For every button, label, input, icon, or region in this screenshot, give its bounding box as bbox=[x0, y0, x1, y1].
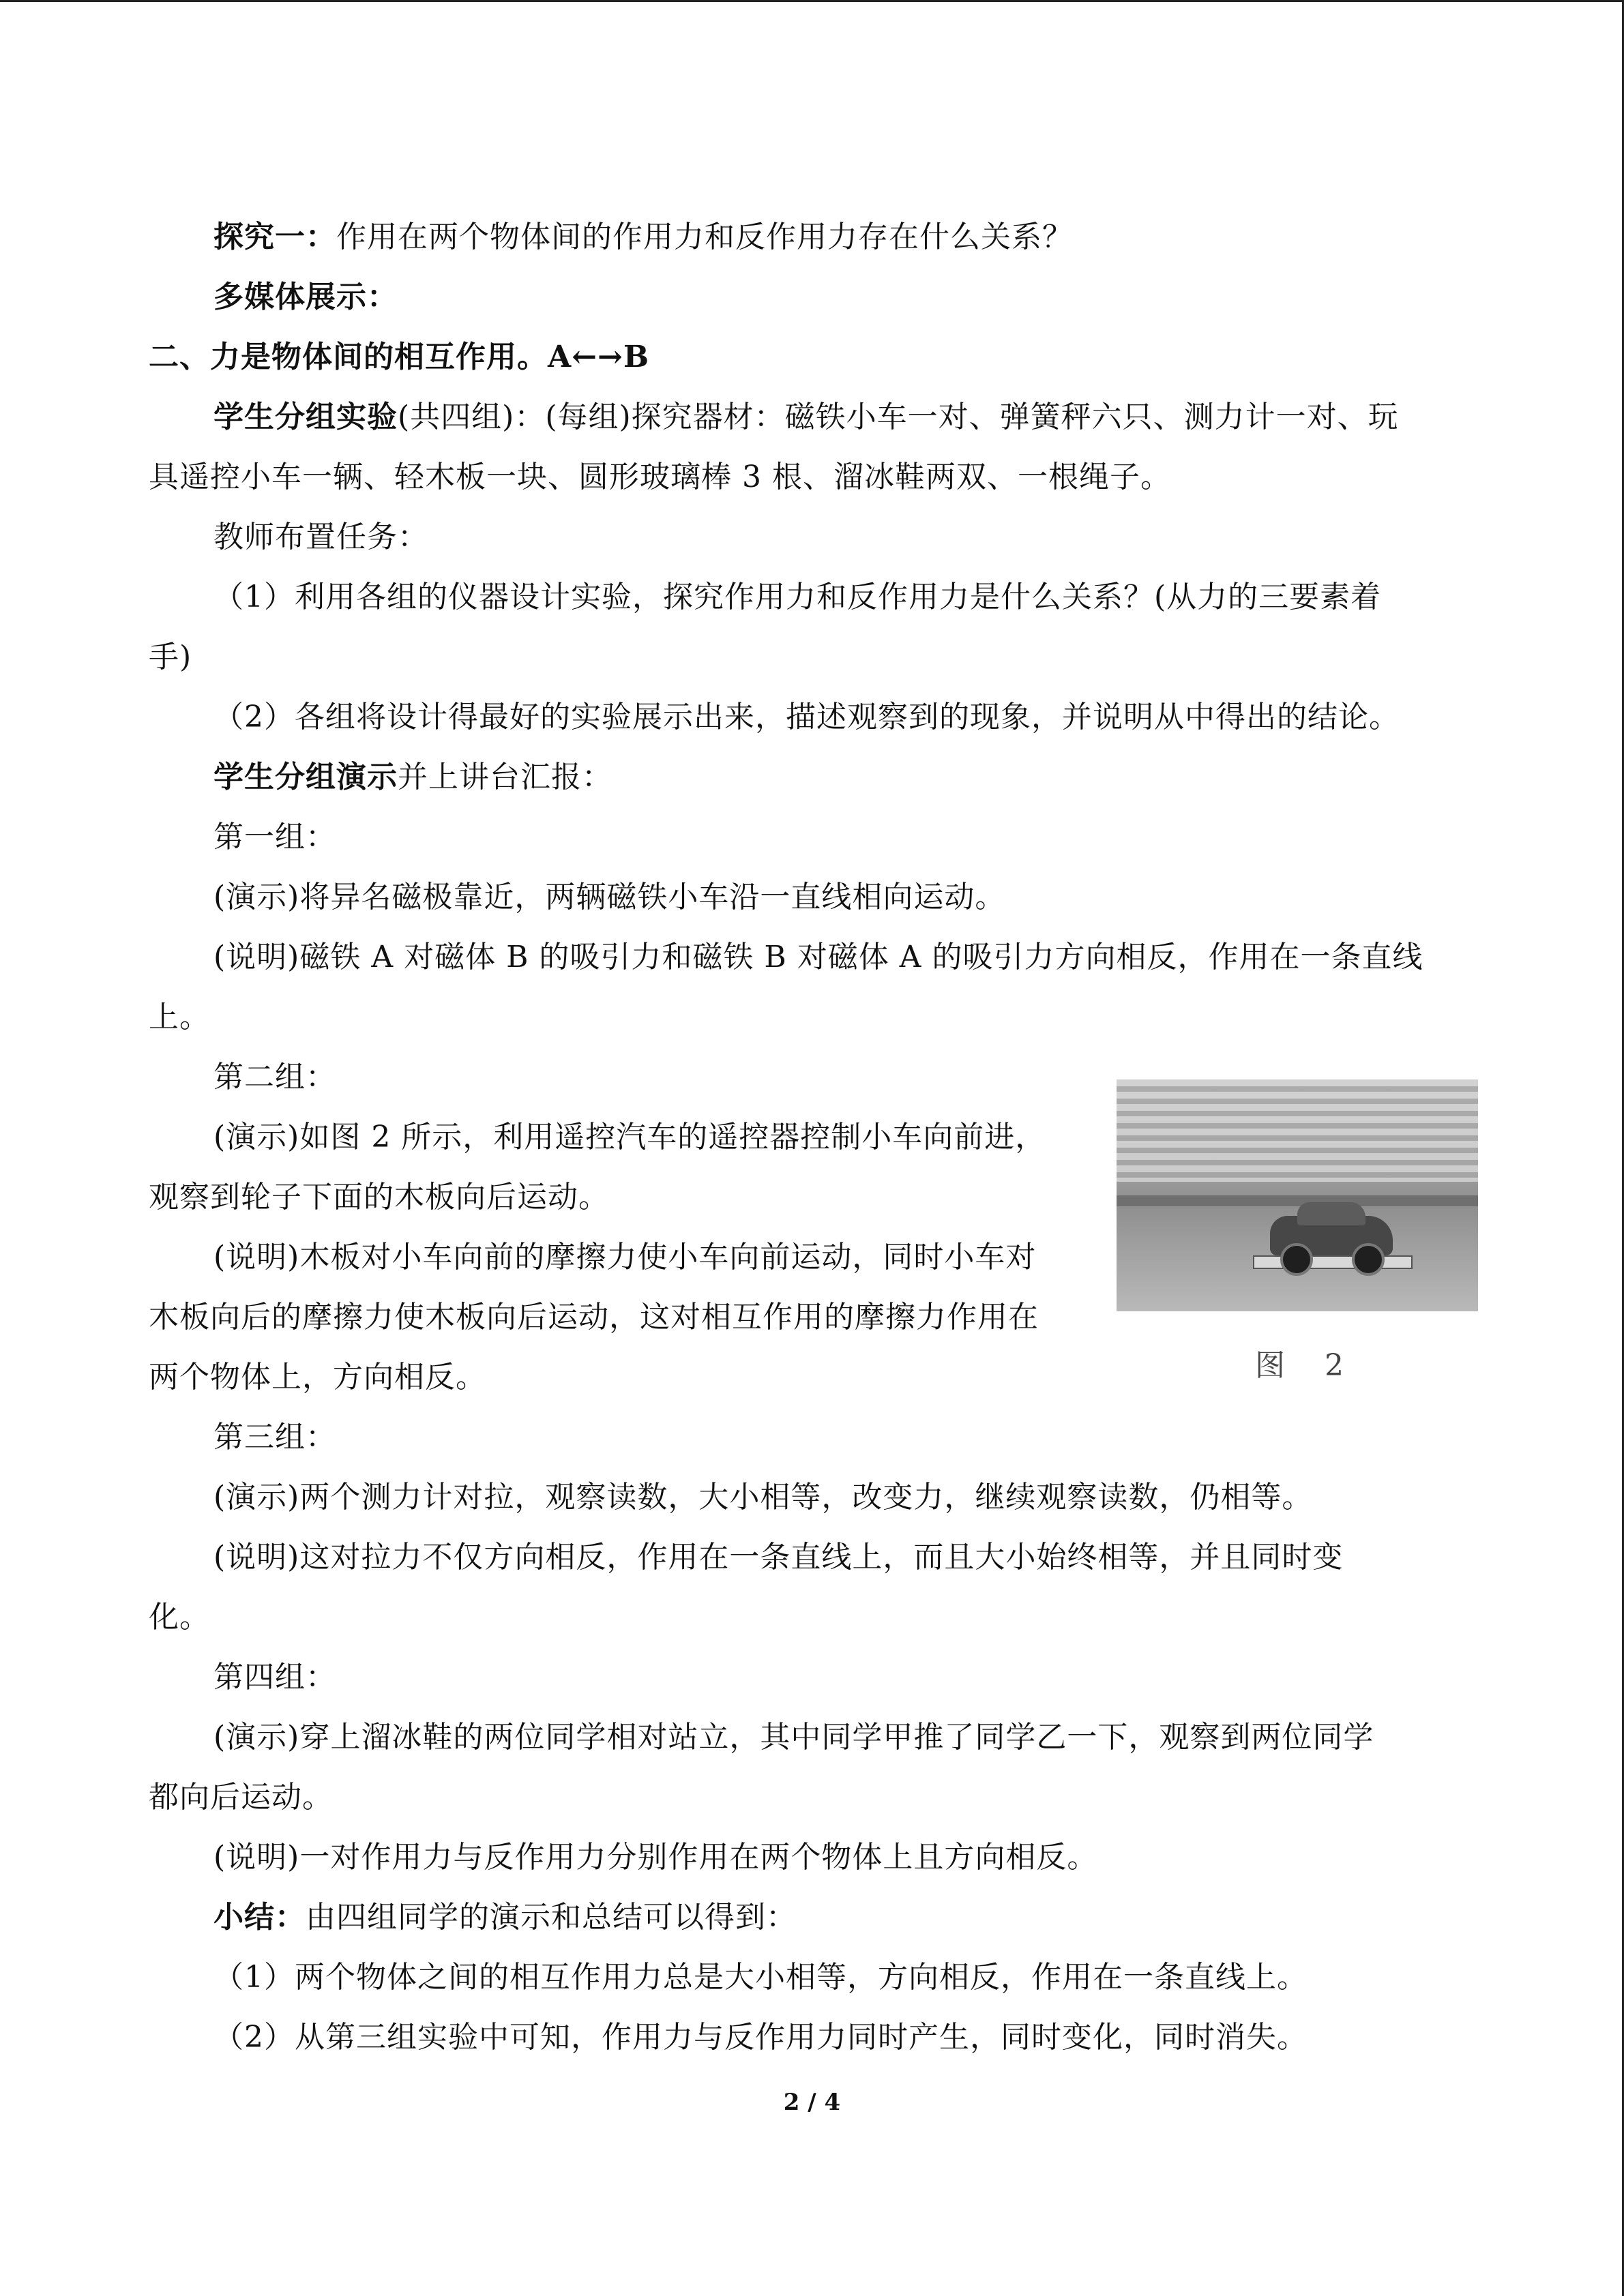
heading-inquiry-1: 探究一：作用在两个物体间的作用力和反作用力存在什么关系？ bbox=[213, 220, 1073, 254]
paragraph-line: 学生分组演示并上讲台汇报： bbox=[213, 760, 612, 794]
paragraph-line: 第四组： bbox=[213, 1660, 336, 1695]
paragraph-line: (说明)磁铁 A 对磁体 B 的吸引力和磁铁 B 对磁体 A 的吸引力方向相反，作用在一条直线 bbox=[213, 940, 1423, 974]
paragraph-line: 教师布置任务： bbox=[213, 520, 428, 554]
wooden-board bbox=[1253, 1255, 1413, 1269]
summary-heading: 小结：由四组同学的演示和总结可以得到： bbox=[213, 1900, 797, 1935]
paragraph-line: 木板向后的摩擦力使木板向后运动，这对相互作用的摩擦力作用在 bbox=[149, 1300, 1039, 1335]
paragraph-line: (说明)一对作用力与反作用力分别作用在两个物体上且方向相反。 bbox=[213, 1840, 1098, 1875]
paragraph-line: (说明)木板对小车向前的摩擦力使小车向前运动，同时小车对 bbox=[213, 1240, 1037, 1274]
car-wheel bbox=[1352, 1243, 1385, 1276]
paragraph-line: (演示)穿上溜冰鞋的两位同学相对站立，其中同学甲推了同学乙一下，观察到两位同学 bbox=[213, 1720, 1374, 1755]
paragraph-line: （2）从第三组实验中可知，作用力与反作用力同时产生，同时变化，同时消失。 bbox=[213, 2020, 1308, 2055]
paragraph-line: （2）各组将设计得最好的实验展示出来，描述观察到的现象，并说明从中得出的结论。 bbox=[213, 700, 1400, 734]
paragraph-line: (演示)将异名磁极靠近，两辆磁铁小车沿一直线相向运动。 bbox=[213, 880, 1006, 914]
paragraph-line: (演示)如图 2 所示，利用遥控汽车的遥控器控制小车向前进， bbox=[213, 1120, 1046, 1154]
paragraph-line: (说明)这对拉力不仅方向相反，作用在一条直线上，而且大小始终相等，并且同时变 bbox=[213, 1540, 1344, 1575]
paragraph-line: 学生分组实验(共四组)：(每组)探究器材：磁铁小车一对、弹簧秤六只、测力计一对、玩 bbox=[213, 400, 1399, 434]
photo-background-wall bbox=[1117, 1079, 1478, 1182]
paragraph-line: 第二组： bbox=[213, 1060, 336, 1094]
paragraph-line: 第一组： bbox=[213, 820, 336, 854]
car-wheel bbox=[1280, 1243, 1313, 1276]
paragraph-line: （1）利用各组的仪器设计实验，探究作用力和反作用力是什么关系？(从力的三要素着 bbox=[213, 580, 1382, 614]
paragraph-line: 第三组： bbox=[213, 1420, 336, 1455]
figure-caption: 图 2 bbox=[1255, 1348, 1359, 1383]
paragraph-line: 化。 bbox=[149, 1600, 210, 1635]
figure-2-photo bbox=[1117, 1079, 1478, 1311]
paragraph-line: 上。 bbox=[149, 1000, 210, 1034]
photo-rail bbox=[1117, 1195, 1478, 1206]
paragraph-line: 手) bbox=[149, 640, 192, 674]
paragraph-line: (演示)两个测力计对拉，观察读数，大小相等，改变力，继续观察读数，仍相等。 bbox=[213, 1480, 1313, 1515]
paragraph-line: 观察到轮子下面的木板向后运动。 bbox=[149, 1180, 609, 1214]
toy-car-cabin bbox=[1297, 1202, 1365, 1225]
heading-multimedia: 多媒体展示： bbox=[213, 280, 398, 314]
paragraph-line: 两个物体上，方向相反。 bbox=[149, 1360, 486, 1395]
paragraph-line: 具遥控小车一辆、轻木板一块、圆形玻璃棒 3 根、溜冰鞋两双、一根绳子。 bbox=[149, 460, 1171, 494]
paragraph-line: 都向后运动。 bbox=[149, 1780, 333, 1815]
page-number: 2 / 4 bbox=[783, 2089, 841, 2116]
section-heading-2: 二、力是物体间的相互作用。A←→B bbox=[149, 340, 650, 374]
paragraph-line: （1）两个物体之间的相互作用力总是大小相等，方向相反，作用在一条直线上。 bbox=[213, 1960, 1308, 1995]
